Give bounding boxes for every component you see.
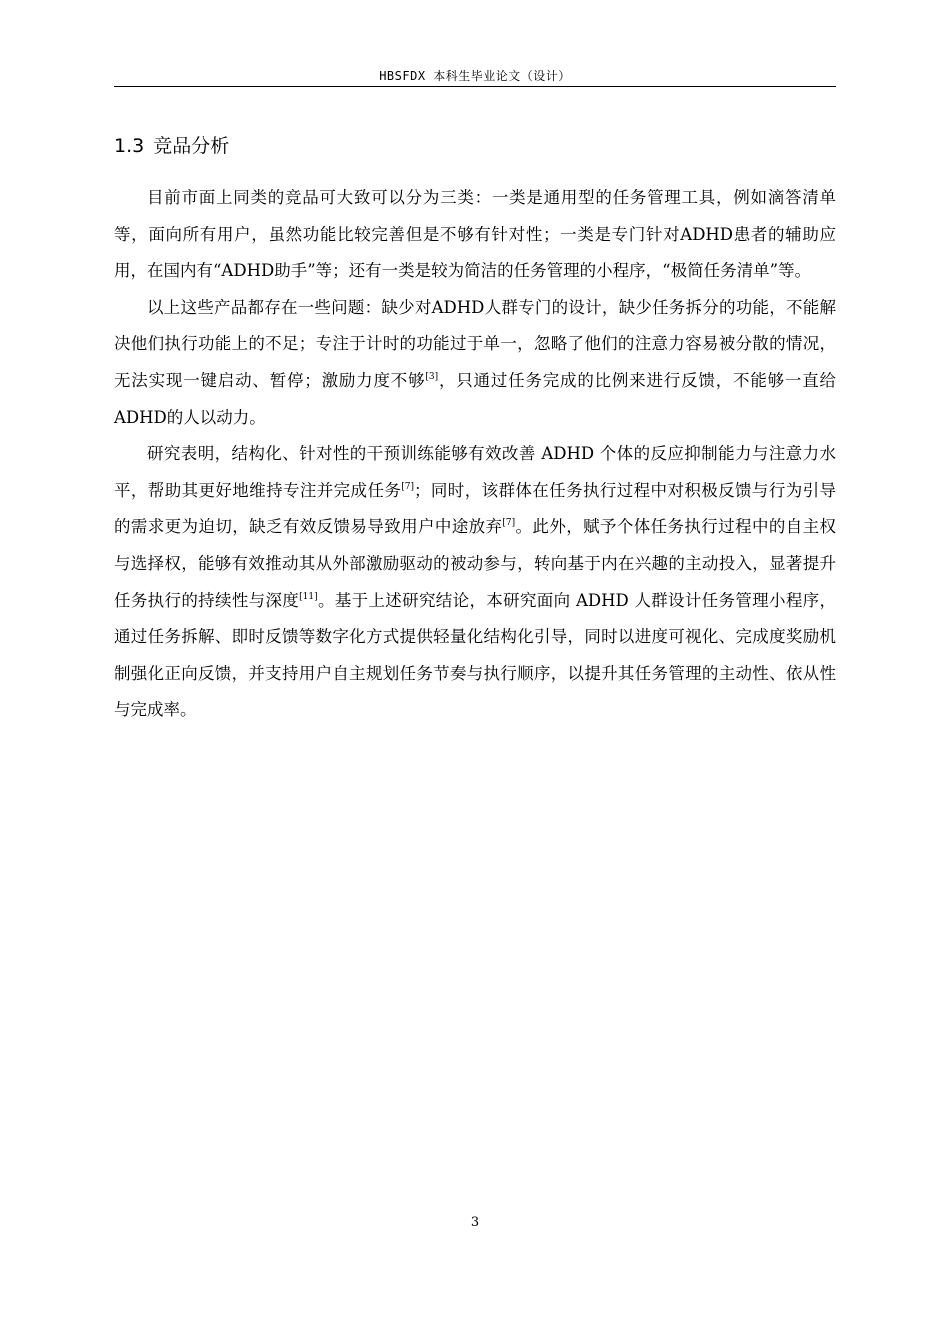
citation-marker[interactable]: [7]	[502, 518, 516, 529]
section-heading	[114, 132, 229, 160]
body-text	[114, 180, 836, 729]
page-number: 3	[470, 1215, 480, 1230]
citation-marker[interactable]: [7]	[401, 481, 414, 492]
citation-marker[interactable]: [11]	[299, 591, 318, 602]
citation-marker[interactable]: [3]	[425, 371, 439, 382]
paragraph	[114, 290, 836, 436]
paragraph-text: 。此外，赋予个体任务执行过程中的自主权与选择权，能够有效推动其从外部激励驱动的被动参与，转向基于内在兴趣的主动投入，显著提升任务执行的持续性与深度	[114, 517, 837, 610]
section-number: 1.3	[114, 135, 145, 157]
paragraph-text: 目前市面上同类的竞品可大致可以分为三类：一类是通用型的任务管理工具，例如滴答清单等，面向所有用户，虽然功能比较完善但是不够有针对性；一类是专门针对ADHD患者的辅助应用，在国内有“ADHD助手”等；还有一类是较为简洁的任务管理的小程序，“极简任务清单”等。	[114, 188, 836, 281]
paragraph-text: 研究表明，结构化、针对性的干预训练能够有效改善 ADHD 个体的反应抑制能力与注意力水平，帮助其更好地维持专注并完成任务	[114, 444, 836, 500]
paragraph-text: ；同时，该群体在任务执行过程中对积极反馈与行为引导的需求更为迫切，缺乏有效反馈易导致用户中途放弃	[114, 480, 837, 537]
paragraph-text: 。基于上述研究结论，本研究面向 ADHD 人群设计任务管理小程序，通过任务拆解、即时反馈等数字化方式提供轻量化结构化引导，同时以进度可视化、完成度奖励机制强化正向反馈，并支持用户自主规划任务节奏与执行顺序，以提升其任务管理的主动性、依从性与完成率。	[114, 590, 836, 720]
running-header: HBSFDX 本科生毕业论文（设计）	[379, 69, 571, 83]
paragraph	[114, 180, 836, 290]
paragraph	[114, 436, 836, 729]
header-rule	[114, 86, 836, 87]
paragraph-text: ，只通过任务完成的比例来进行反馈，不能够一直给ADHD的人以动力。	[114, 370, 837, 427]
section-title: 竞品分析	[153, 135, 230, 157]
paragraph-text: 以上这些产品都存在一些问题：缺少对ADHD人群专门的设计，缺少任务拆分的功能，不能解决他们执行功能上的不足；专注于计时的功能过于单一，忽略了他们的注意力容易被分散的情况，无法实现一键启动、暂停；激励力度不够	[114, 297, 836, 390]
